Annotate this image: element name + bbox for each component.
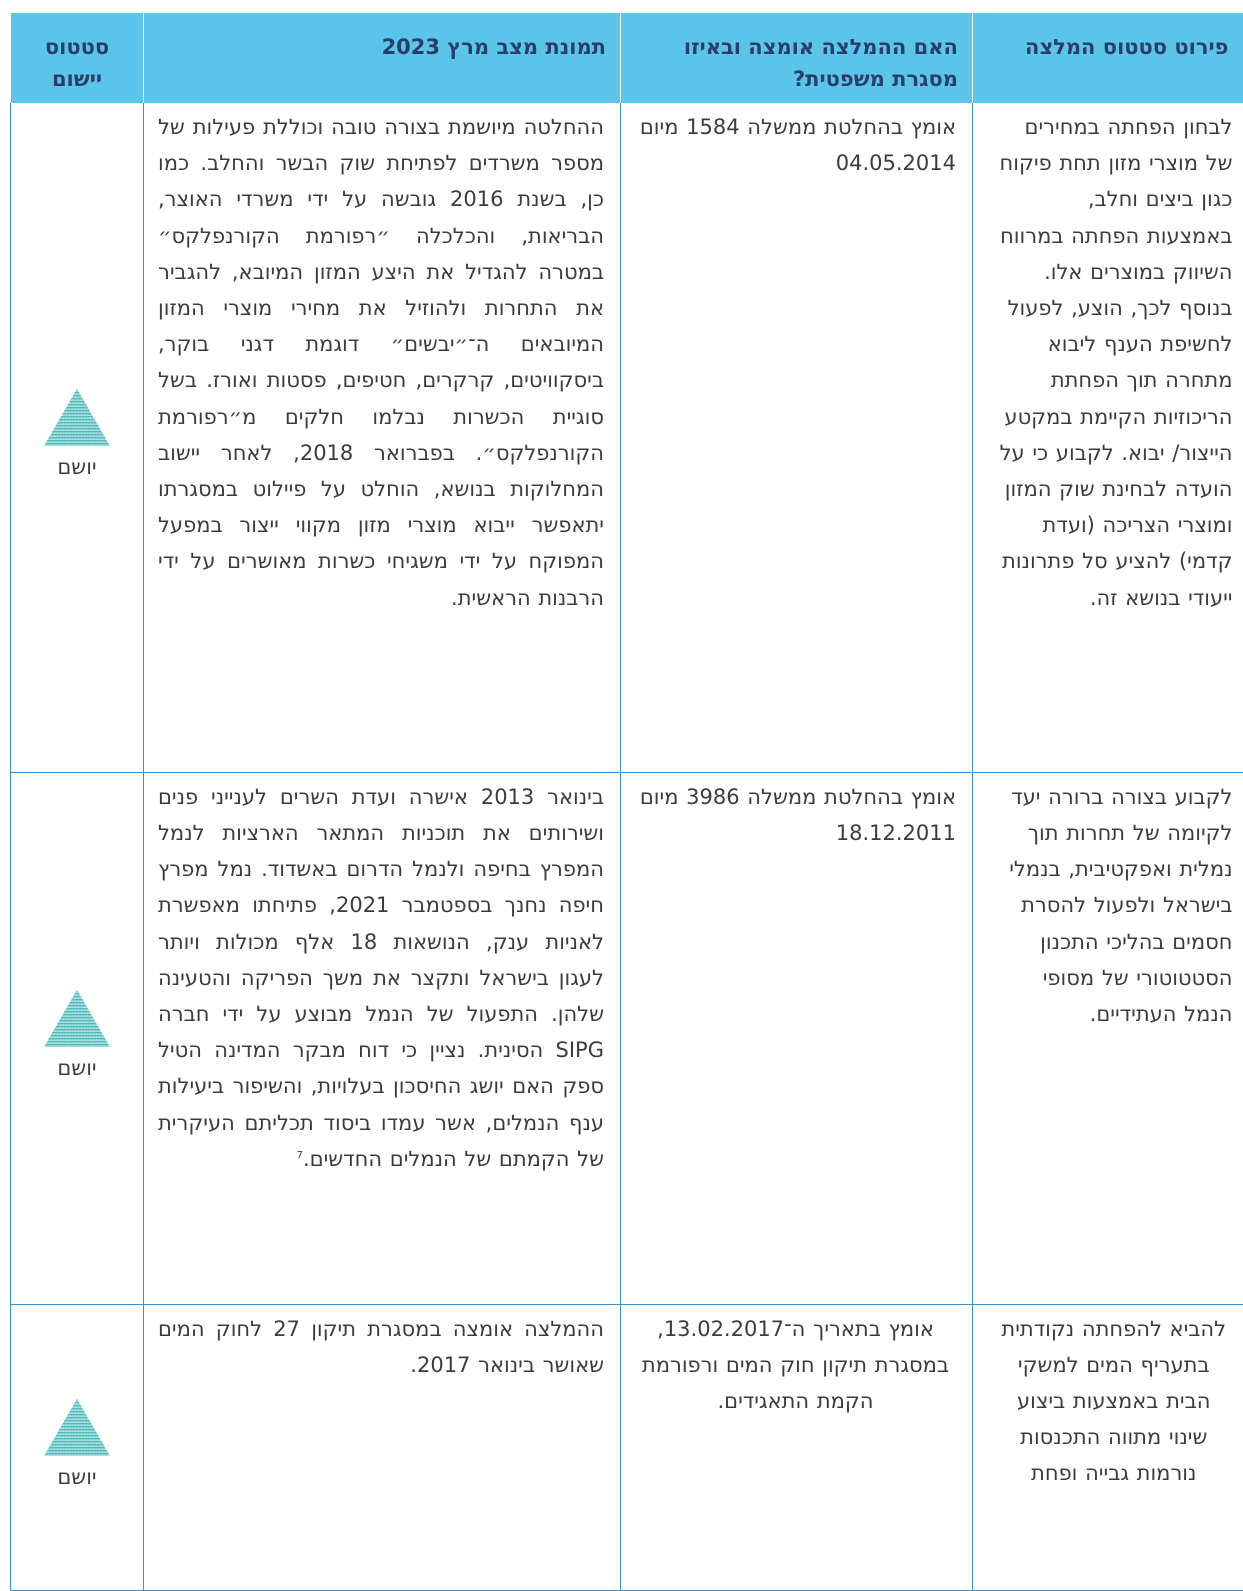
- cell-adopted-framework: אומץ בהחלטת ממשלה 3986 מיום 18.12.2011: [621, 772, 973, 1304]
- header-row: [11, 13, 1243, 103]
- status-indicator: [44, 1399, 110, 1492]
- cell-status-march-2023: ההחלטה מיושמת בצורה טובה וכוללת פעילות של מספר משרדים לפתיחת שוק הבשר והחלב. כמו כן, בשנת 2016 גובשה על ידי משרדי האוצר, הבריאות, והכלכלה ״רפורמת הקורנפלקס״ במטרה להגדיל את היצע המזון המיובא, להגביר את התחרות ולהוזיל את מחירי מוצרי המזון המיובאים ה־״יבשים״ דוגמת דגני בוקר, ביסקוויטים, קרקרים, חטיפים, פסטות ואורז. בשל סוגיית הכשרות נבלמו חלקים מ״רפורמת הקורנפלקס״. בפברואר 2018, לאחר יישוב המחלוקות בנושא, הוחלט על פיילוט במסגרתו יתאפשר ייבוא מוצרי מזון מקווי ייצור במפעל המפוקח על ידי משגיחי כשרות מאושרים על ידי הרבנות הראשית.: [144, 103, 621, 772]
- status-label: יושם: [57, 1056, 97, 1081]
- header-adopted-framework: האם ההמלצה אומצה ובאיזו מסגרת משפטית?: [621, 13, 973, 103]
- cell-adopted-framework: אומץ בהחלטת ממשלה 1584 מיום 04.05.2014: [621, 103, 973, 772]
- header-recommendation-detail: פירוט סטטוס המלצה: [973, 13, 1243, 103]
- table-row: [11, 103, 1243, 772]
- cell-recommendation-detail: לבחון הפחתה במחירים של מוצרי מזון תחת פיקוח כגון ביצים וחלב, באמצעות הפחתה במרווח השיווק במוצרים אלו. בנוסף לכך, הוצע, לפעול לחשיפת הענף ליבוא מתחרה תוך הפחתת הריכוזיות הקיימת במקטע הייצור/ יבוא. לקבוע כי על הועדה לבחינת שוק המזון ומוצרי הצריכה (ועדת קדמי) להציע סל פתרונות ייעודי בנושא זה.: [973, 103, 1243, 772]
- footnote-marker: 7: [296, 1149, 303, 1161]
- recommendations-status-table: [10, 13, 1243, 1591]
- status-label: יושם: [57, 1465, 97, 1490]
- header-implementation-status: סטטוס יישום: [11, 13, 144, 103]
- table-row: [11, 1304, 1243, 1590]
- status-label: יושם: [57, 455, 97, 480]
- table-body: [11, 103, 1243, 1591]
- cell-implementation-status: [11, 103, 144, 772]
- triangle-implemented-icon: [44, 990, 110, 1047]
- status-text: בינואר 2013 אישרה ועדת השרים לענייני פנים ושירותים את תוכניות המתאר הארציות לנמל המפרץ בחיפה ולנמל הדרום באשדוד. נמל מפרץ חיפה נחנך בספטמבר 2021, פתיחתו מאפשרת לאניות ענק, הנושאות 18 אלף מכולות ויותר לעגון בישראל ותקצר את משך הפריקה והטעינה שלהן. התפעול של הנמל מבוצע על ידי חברה SIPG הסינית. נציין כי דוח מבקר המדינה הטיל ספק האם יושג החיסכון בעלויות, והשיפור ביעילות ענף הנמלים, אשר עמדו ביסוד תכליתם העיקרית של הקמתם של הנמלים החדשים.: [158, 784, 604, 1171]
- header-status-march-2023: תמונת מצב מרץ 2023: [144, 13, 621, 103]
- triangle-implemented-icon: [44, 1399, 110, 1456]
- cell-implementation-status: [11, 1304, 144, 1590]
- table-row: [11, 772, 1243, 1304]
- triangle-implemented-icon: [44, 389, 110, 446]
- cell-status-march-2023: ההמלצה אומצה במסגרת תיקון 27 לחוק המים שאושר בינואר 2017.: [144, 1304, 621, 1590]
- cell-recommendation-detail: לקבוע בצורה ברורה יעד לקיומה של תחרות תוך נמלית ואפקטיבית, בנמלי בישראל ולפעול להסרת חסמים בהליכי התכנון הסטטוטורי של מסופי הנמל העתידיים.: [973, 772, 1243, 1304]
- status-indicator: [44, 990, 110, 1083]
- table-header: [11, 13, 1243, 103]
- cell-adopted-framework: אומץ בתאריך ה־13.02.2017, במסגרת תיקון חוק המים ורפורמת הקמת התאגידים.: [621, 1304, 973, 1590]
- cell-implementation-status: [11, 772, 144, 1304]
- cell-status-march-2023: [144, 772, 621, 1304]
- status-indicator: [44, 389, 110, 482]
- cell-recommendation-detail: להביא להפחתה נקודתית בתעריף המים למשקי הבית באמצעות ביצוע שינוי מתווה התכנסות נורמות גבייה ופחת: [973, 1304, 1243, 1590]
